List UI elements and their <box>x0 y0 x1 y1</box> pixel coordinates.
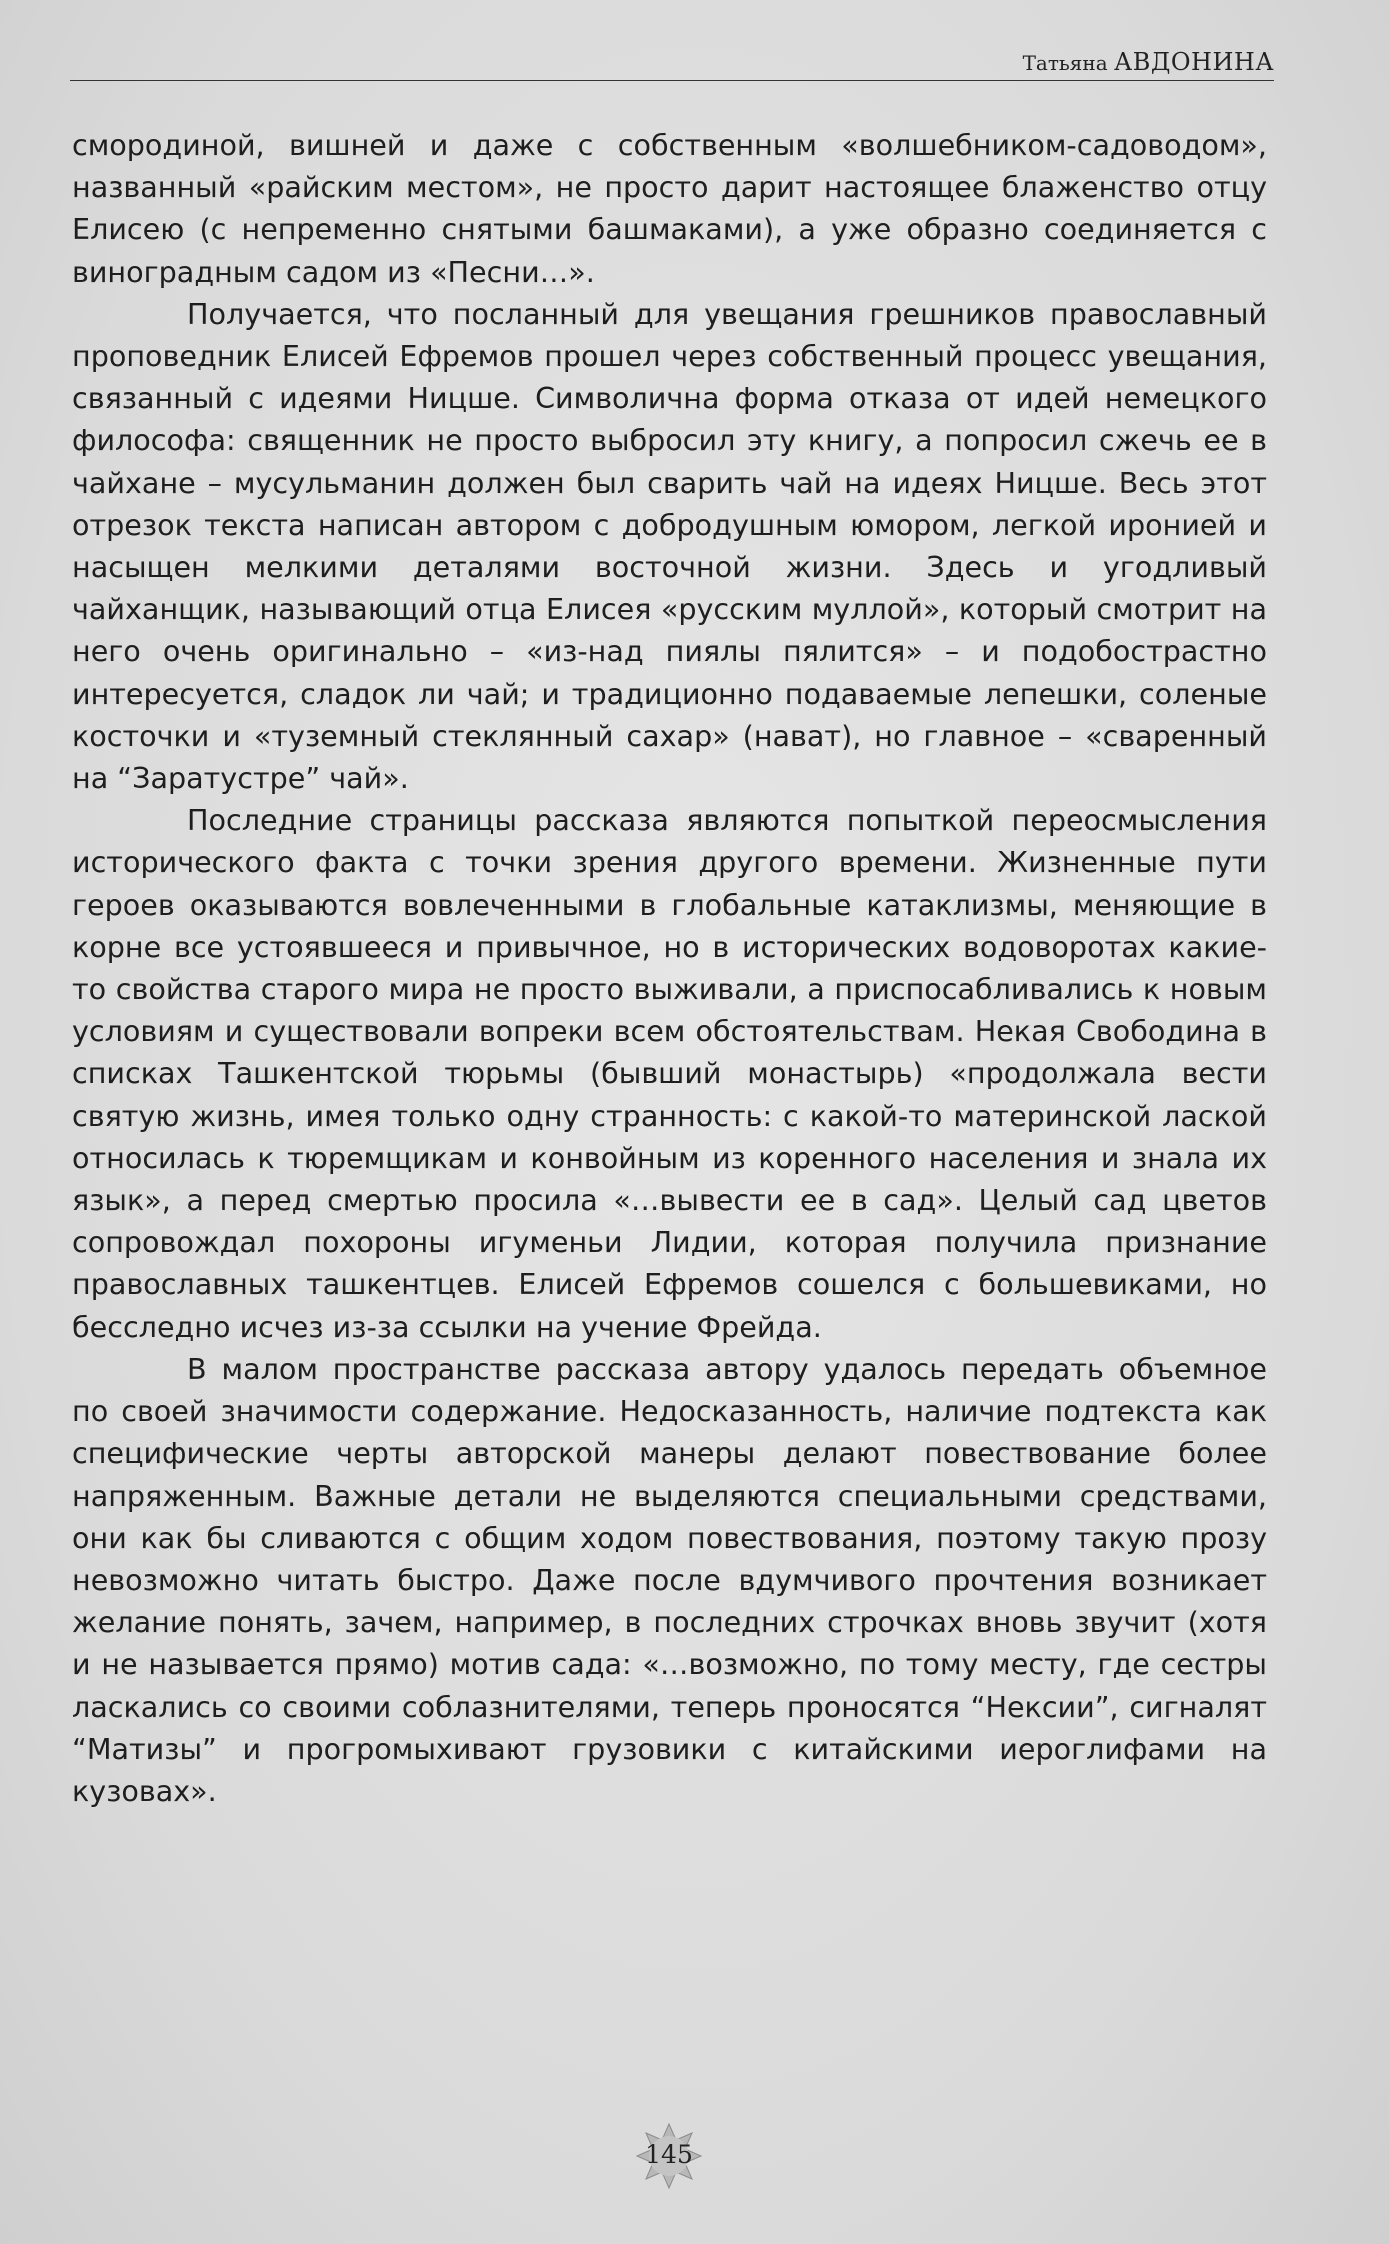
paragraph-4: В малом пространстве рассказа автору удалось передать объемное по своей значимости содержание. Недосказанность, наличие подтекста как специфические черты авторской манеры делают повествование более напряженным. Важные детали не выделяются специальными средствами, они как бы сливаются с общим ходом повествования, поэтому такую прозу невозможно читать быстро. Даже после вдумчивого прочтения возникает желание понять, зачем, например, в последних строчках вновь звучит (хотя и не называется прямо) мотив сада: «…возможно, по тому месту, где сестры ласкались со своими соблазнителями, теперь проносятся “Нексии”, сигналят “Матизы” и прогромыхивают грузовики с китайскими иероглифами на кузовах». <box>72 1351 1267 1808</box>
paragraph-3: Последние страницы рассказа являются попыткой переосмысления исторического факта с точки зрения другого времени. Жизненные пути героев оказываются вовлеченными в глобальные катаклизмы, меняющие в корне все устоявшееся и привычное, но в исторических водоворотах какие-то свойства старого мира не просто выживали, а приспосабливались к новым условиям и существовали вопреки всем обстоятельствам. Некая Свободина в списках Ташкентской тюрьмы (бывший монастырь) «продолжала вести святую жизнь, имея только одну странность: с какой-то материнской лаской относилась к тюремщикам и конвойным из коренного населения и знала их язык», а перед смертью просила «…вывести ее в сад». Целый сад цветов сопровождал похороны игуменьи Лидии, которая получила признание православных ташкентцев. Елисей Ефремов сошелся с большевиками, но бесследно исчез из-за ссылки на учение Фрейда. <box>72 803 1267 1344</box>
author-last-name: АВДОНИНА <box>1114 48 1274 76</box>
author-first-name: Татьяна <box>1022 51 1108 75</box>
paragraph-1: смородиной, вишней и даже с собственным «волшебником-садоводом», названный «райским местом», не просто дарит настоящее блаженство отцу Елисею (с непременно снятыми башмаками), а уже образно соединяется с виноградным садом из «Песни…». <box>72 128 1267 289</box>
page-number: 145 <box>645 2140 693 2169</box>
page-number-badge <box>635 2122 703 2190</box>
body-text <box>72 124 1267 1812</box>
running-header <box>70 42 1274 81</box>
paragraph-2: Получается, что посланный для увещания грешников православный проповедник Елисей Ефремов прошел через собственный процесс увещания, связанный с идеями Ницше. Символична форма отказа от идей немецкого философа: священник не просто выбросил эту книгу, а попросил сжечь ее в чайхане – мусульманин должен был сварить чай на идеях Ницше. Весь этот отрезок текста написан автором с добродушным юмором, легкой иронией и насыщен мелкими деталями восточной жизни. Здесь и угодливый чайханщик, называющий отца Елисея «русским муллой», который смотрит на него очень оригинально – «из-над пиялы пялится» – и подобострастно интересуется, сладок ли чай; и традиционно подаваемые лепешки, соленые косточки и «туземный стеклянный сахар» (нават), но главное – «сваренный на “Заратустре” чай». <box>72 296 1267 796</box>
author-name <box>1023 48 1274 76</box>
